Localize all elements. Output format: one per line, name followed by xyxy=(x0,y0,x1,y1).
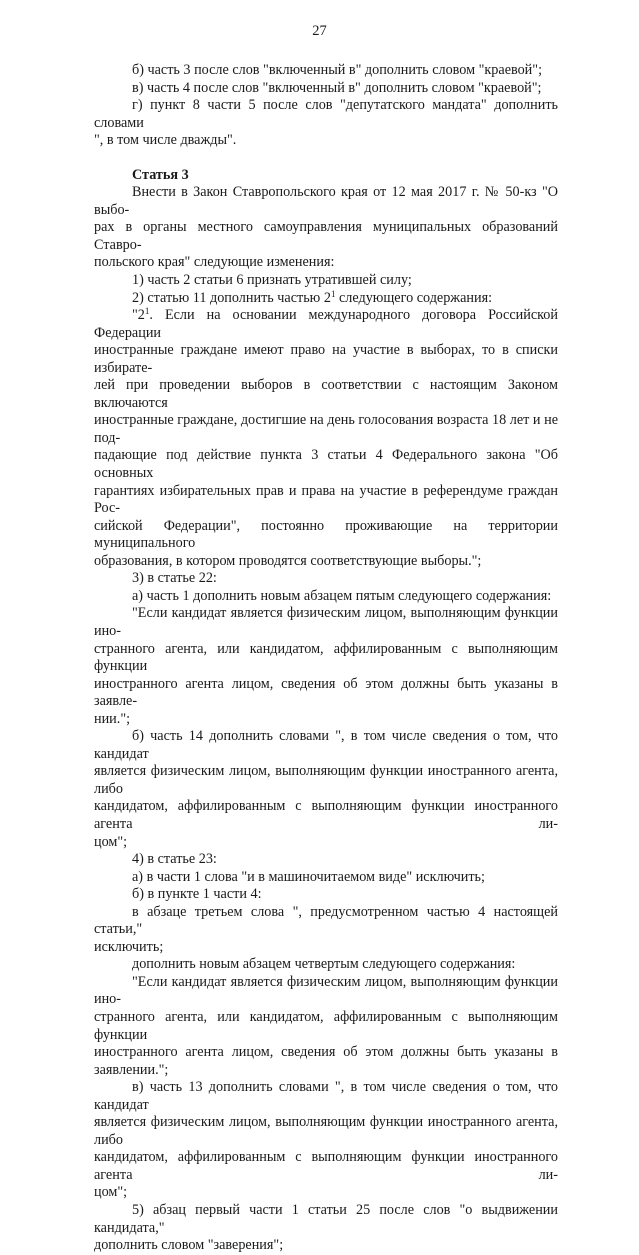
point-4: 4) в статье 23: xyxy=(132,851,217,868)
point-4b-1 xyxy=(94,904,558,957)
point-4b-2-quote-line-1: "Если кандидат является физическим лицом, выполняющим функции ино- xyxy=(94,973,558,1008)
quote-line-1 xyxy=(94,307,558,342)
point-3b-line-1: б) часть 14 дополнить словами ", в том числе сведения о том, что кандидат xyxy=(94,728,558,762)
point-2-quote xyxy=(94,307,558,570)
quote-superscript: 1 xyxy=(144,306,150,317)
point-4b: б) в пункте 1 части 4: xyxy=(132,886,262,903)
article-intro-line-3: польского края" следующие изменения: xyxy=(94,254,335,271)
point-2-superscript: 1 xyxy=(330,288,336,299)
point-3a: а) часть 1 дополнить новым абзацем пятым следующего содержания: xyxy=(132,587,552,604)
point-5 xyxy=(94,1202,558,1255)
point-4c-line-4: цом"; xyxy=(94,1184,128,1201)
point-4b-1-line-2: исключить; xyxy=(94,938,164,955)
point-3a-quote xyxy=(94,605,558,728)
item-v: в) часть 4 после слов "включенный в" дополнить словом "краевой"; xyxy=(132,79,542,96)
point-3b-line-2: является физическим лицом, выполняющим функции иностранного агента, либо xyxy=(94,763,558,797)
point-3b xyxy=(94,728,558,851)
point-3b-line-3: кандидатом, аффилированным с выполняющим функции иностранного агента ли- xyxy=(94,798,558,832)
item-g-line-1: г) пункт 8 части 5 после слов "депутатского мандата" дополнить словами xyxy=(94,97,558,131)
spacer xyxy=(94,150,558,167)
item-g xyxy=(94,97,558,150)
page-number: 27 xyxy=(312,23,327,39)
point-4b-1-line-1: в абзаце третьем слова ", предусмотренном частью 4 настоящей статьи," xyxy=(94,903,558,938)
article-intro xyxy=(94,184,558,272)
article-heading: Статья 3 xyxy=(132,166,189,183)
point-2-text: 2) статью 11 дополнить частью 2 xyxy=(132,289,331,306)
quote-line-7: сийской Федерации", постоянно проживающие на территории муниципального xyxy=(94,517,558,552)
item-b: б) часть 3 после слов "включенный в" дополнить словом "краевой"; xyxy=(132,62,543,78)
point-4c-line-1: в) часть 13 дополнить словами ", в том числе сведения о том, что кандидат xyxy=(94,1079,558,1113)
document-body xyxy=(94,62,558,1255)
quote-line-2: иностранные граждане имеют право на участие в выборах, то в списки избирате- xyxy=(94,342,558,376)
point-3a-quote-line-4: нии."; xyxy=(94,710,131,727)
quote-line-1-rest: . Если на основании международного договора Российской Федерации xyxy=(94,307,558,341)
article-intro-line-1: Внести в Закон Ставропольского края от 12 мая 2017 г. № 50-кз "О выбо- xyxy=(94,184,558,218)
quote-line-3: лей при проведении выборов в соответствии с настоящим Законом включаются xyxy=(94,377,558,411)
point-4c-line-2: является физическим лицом, выполняющим функции иностранного агента, либо xyxy=(94,1114,558,1148)
point-3a-quote-line-2: странного агента, или кандидатом, аффилированным с выполняющим функции xyxy=(94,640,558,675)
point-4b-2-quote xyxy=(94,974,558,1079)
point-4a: а) в части 1 слова "и в машиночитаемом виде" исключить; xyxy=(132,868,485,885)
point-4b-2: дополнить новым абзацем четвертым следующего содержания: xyxy=(132,956,516,973)
point-5-line-1: 5) абзац первый части 1 статьи 25 после слов "о выдвижении кандидата," xyxy=(94,1202,558,1236)
point-1: 1) часть 2 статьи 6 признать утратившей силу; xyxy=(132,272,412,289)
point-3b-line-4: цом"; xyxy=(94,833,128,850)
quote-line-4: иностранные граждане, достигшие на день голосования возраста 18 лет и не под- xyxy=(94,412,558,446)
point-3a-quote-line-3: иностранного агента лицом, сведения об этом должны быть указаны в заявле- xyxy=(94,675,558,710)
point-2 xyxy=(94,290,558,308)
point-4c xyxy=(94,1079,558,1202)
point-3: 3) в статье 22: xyxy=(132,570,217,587)
point-3a-quote-line-1: "Если кандидат является физическим лицом, выполняющим функции ино- xyxy=(94,605,558,639)
item-g-line-2: ", в том числе дважды". xyxy=(94,132,237,149)
article-intro-line-2: рах в органы местного самоуправления муниципальных образований Ставро- xyxy=(94,219,558,253)
point-5-line-2: дополнить словом "заверения"; xyxy=(94,1237,284,1254)
quote-line-5: падающие под действие пункта 3 статьи 4 Федерального закона "Об основных xyxy=(94,447,558,482)
point-2-text-end: следующего содержания: xyxy=(335,289,493,306)
quote-line-6: гарантиях избирательных прав и права на участие в референдуме граждан Рос- xyxy=(94,482,558,517)
point-4b-2-quote-line-3: иностранного агента лицом, сведения об этом должны быть указаны в заявлении."; xyxy=(94,1044,558,1078)
quote-lead: "2 xyxy=(132,307,145,324)
point-4b-2-quote-line-2: странного агента, или кандидатом, аффилированным с выполняющим функции xyxy=(94,1008,558,1043)
point-4c-line-3: кандидатом, аффилированным с выполняющим функции иностранного агента ли- xyxy=(94,1149,558,1183)
quote-line-8: образования, в котором проводятся соответствующие выборы."; xyxy=(94,552,482,569)
